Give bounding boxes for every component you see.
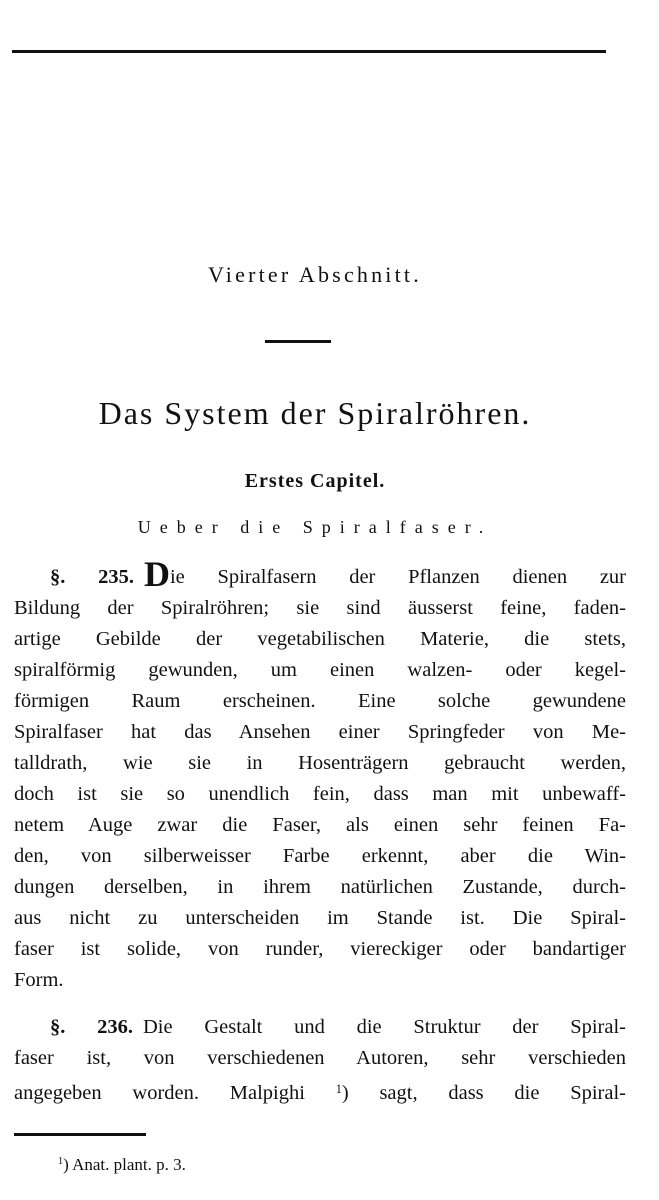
- footnote-rule: [14, 1133, 146, 1136]
- footnote-text: ) Anat. plant. p. 3.: [63, 1155, 186, 1174]
- line-text: ) sagt, dass die Spiral-: [341, 1082, 627, 1104]
- paragraph-line: [14, 554, 626, 594]
- paragraph-line: Bildung der Spiralröhren; sie sind äusserst feine, faden-: [14, 597, 626, 619]
- paragraph-line: faser ist, von verschiedenen Autoren, sehr verschieden: [14, 1047, 626, 1069]
- footnote: [58, 1155, 186, 1175]
- paragraph-line: doch ist sie so unendlich fein, dass man mit unbewaff-: [14, 783, 626, 805]
- paragraph-236: [14, 1012, 626, 1109]
- paragraph-line: netem Auge zwar die Faser, als einen sehr feinen Fa-: [14, 814, 626, 836]
- top-rule: [12, 50, 606, 53]
- paragraph-line: talldrath, wie sie in Hosenträgern gebraucht werden,: [14, 752, 626, 774]
- line-text: ie Spiralfasern der Pflanzen dienen zur: [169, 566, 626, 588]
- footnote-ref[interactable]: 1: [335, 1082, 342, 1096]
- paragraph-line: aus nicht zu unterscheiden im Stande ist. Die Spiral-: [14, 907, 626, 929]
- paragraph-line: den, von silberweisser Farbe erkennt, aber die Win-: [14, 845, 626, 867]
- section-number: §. 235.: [50, 566, 134, 588]
- footnote-marker: 1: [58, 1156, 64, 1167]
- paragraph-line: [14, 1074, 626, 1109]
- paragraph-line: spiralförmig gewunden, um einen walzen- oder kegel-: [14, 659, 626, 681]
- part-title: Das System der Spiralröhren.: [98, 395, 532, 431]
- paragraph-line: dungen derselben, in ihrem natürlichen Zustande, durch-: [14, 876, 626, 898]
- paragraph-line: faser ist solide, von runder, viereckiger oder bandartiger: [14, 938, 626, 960]
- drop-cap: D: [143, 554, 170, 594]
- paragraph-line: [14, 1012, 626, 1043]
- heading-divider: [265, 340, 331, 343]
- section-number: §. 236.: [50, 1016, 133, 1038]
- line-text: angegeben worden. Malpighi: [14, 1082, 305, 1104]
- line-text: Die Gestalt und die Struktur der Spiral-: [142, 1016, 626, 1038]
- chapter-subtitle: Ueber die Spiralfaser.: [137, 517, 493, 537]
- paragraph-line: Spiralfaser hat das Ansehen einer Springfeder von Me-: [14, 721, 626, 743]
- chapter-title: Erstes Capitel.: [244, 470, 386, 492]
- paragraph-235: [14, 554, 626, 996]
- paragraph-line: förmigen Raum erscheinen. Eine solche gewundene: [14, 690, 626, 712]
- paragraph-line: Form.: [14, 969, 64, 991]
- section-heading: Vierter Abschnitt.: [208, 262, 422, 287]
- paragraph-line: artige Gebilde der vegetabilischen Materie, die stets,: [14, 628, 626, 650]
